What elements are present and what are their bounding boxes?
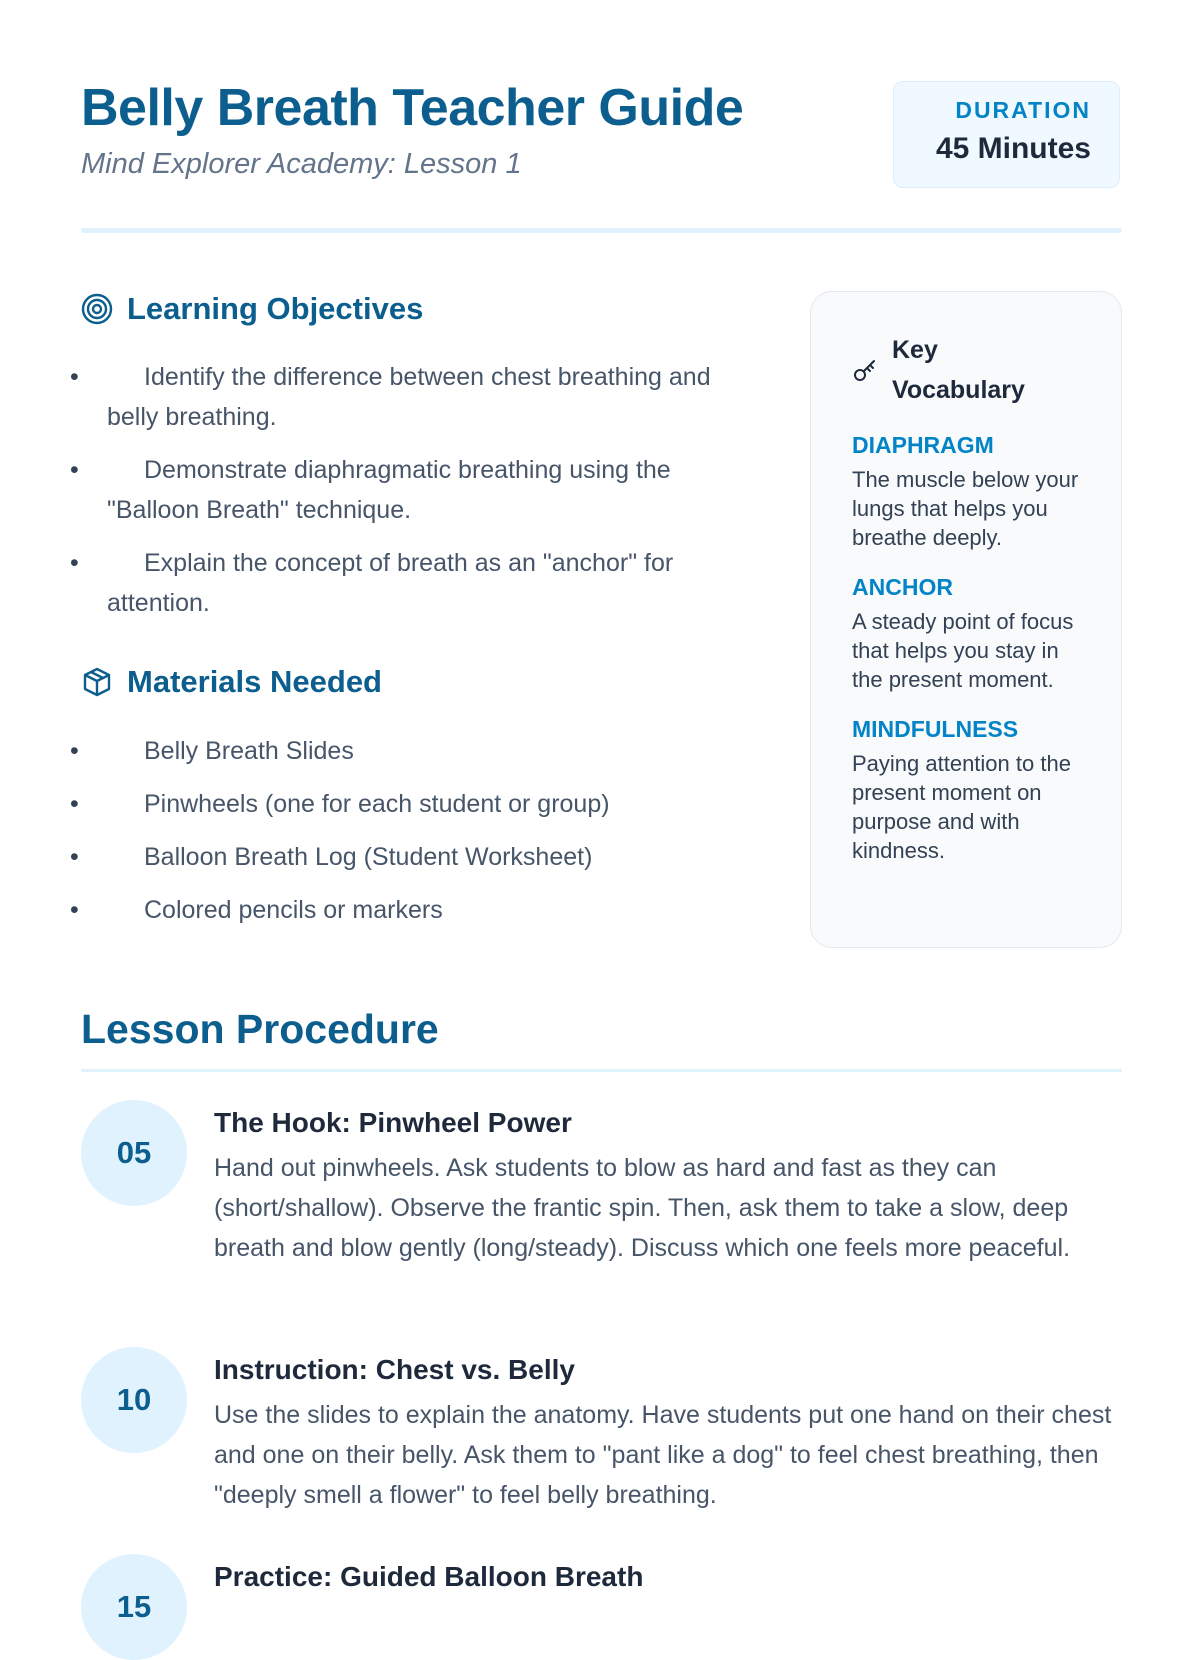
key-icon [852,357,878,383]
procedure-title: Lesson Procedure [81,1006,439,1052]
objectives-list [107,357,747,636]
vocabulary-card [810,291,1122,948]
step-title: Practice: Guided Balloon Breath [214,1561,644,1592]
vocab-definition: The muscle below your lungs that helps you breathe deeply. [852,467,1079,550]
list-item: • Demonstrate diaphragmatic breathing using the "Balloon Breath" technique. [107,450,747,530]
list-item: • Identify the difference between chest breathing and belly breathing. [107,357,747,437]
target-icon [81,293,113,325]
vocab-term: ANCHOR [852,574,953,600]
materials-list [107,731,747,943]
step-title: The Hook: Pinwheel Power [214,1107,572,1138]
step-title: Instruction: Chest vs. Belly [214,1354,575,1385]
vocab-term: MINDFULNESS [852,716,1019,742]
procedure-divider [81,1069,1122,1072]
page-title: Belly Breath Teacher Guide [81,79,744,137]
list-item: • Belly Breath Slides [107,731,747,771]
vocabulary-heading [852,330,1089,410]
objectives-title: Learning Objectives [127,291,424,326]
list-item: • Explain the concept of breath as an "anchor" for attention. [107,543,747,623]
header-divider [81,228,1122,233]
vocab-definition: Paying attention to the present moment on purpose and with kindness. [852,751,1071,863]
page-subtitle: Mind Explorer Academy: Lesson 1 [81,148,522,180]
duration-label: DURATION [955,97,1091,123]
vocabulary-title: Key Vocabulary [892,336,1025,404]
step-minutes: 05 [81,1100,187,1206]
box-icon [81,666,113,698]
list-item: • Colored pencils or markers [107,890,747,930]
materials-title: Materials Needed [127,664,382,699]
step-description: Use the slides to explain the anatomy. Have students put one hand on their chest and one on their belly. Ask them to "pant like a dog" to feel chest breathing, then "deeply smell a flower" to feel belly breathing. [214,1401,1112,1509]
list-item: • Pinwheels (one for each student or group) [107,784,747,824]
step-minutes: 10 [81,1347,187,1453]
page-header [81,78,1122,188]
objectives-heading [81,291,423,327]
step-minutes: 15 [81,1554,187,1660]
vocab-term: DIAPHRAGM [852,432,994,458]
list-item: • Balloon Breath Log (Student Worksheet) [107,837,747,877]
duration-badge [893,81,1120,188]
duration-value: 45 Minutes [935,132,1091,165]
materials-heading [81,664,382,700]
vocab-definition: A steady point of focus that helps you stay in the present moment. [852,609,1074,692]
step-description: Hand out pinwheels. Ask students to blow as hard and fast as they can (short/shallow). Observe the frantic spin. Then, ask them to take a slow, deep breath and blow gently (long/steady). Discuss which one feels more peaceful. [214,1154,1071,1262]
